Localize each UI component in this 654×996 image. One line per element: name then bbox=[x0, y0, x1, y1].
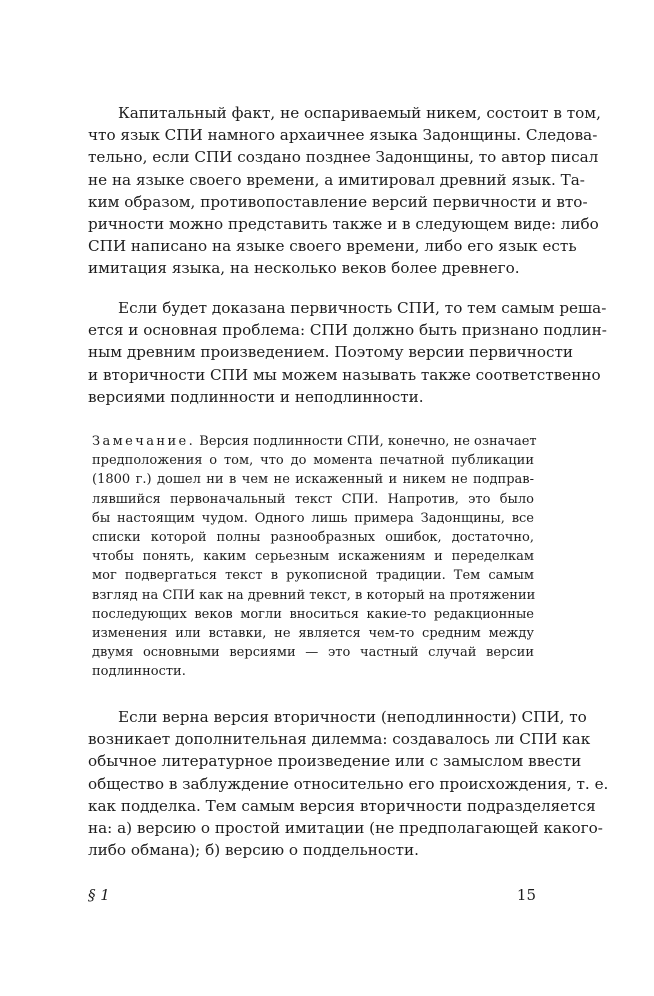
note-block bbox=[92, 432, 537, 682]
text-line: бы настоящим чудом. Одного лишь примера Задонщины, все bbox=[92, 510, 534, 526]
text-line: ется и основная проблема: СПИ должно быть признано подлин- bbox=[88, 321, 607, 340]
text-line: либо обмана); б) версию о поддельности. bbox=[88, 841, 419, 860]
note-text: Версия подлинности СПИ, конечно, не означает bbox=[199, 434, 537, 449]
text-line: СПИ написано на языке своего времени, либо его язык есть bbox=[88, 237, 577, 256]
text-line: обычное литературное произведение или с замыслом ввести bbox=[88, 752, 582, 771]
text-line: (1800 г.) дошел ни в чем не искаженный и никем не подправ- bbox=[92, 472, 534, 488]
page-number: 15 bbox=[516, 886, 536, 904]
text-line: предположения о том, что до момента печатной публикации bbox=[92, 453, 534, 469]
text-line: ным древним произведением. Поэтому версии первичности bbox=[88, 343, 574, 362]
text-line: подлинности. bbox=[92, 664, 186, 680]
text-line: ричности можно представить также и в следующем виде: либо bbox=[88, 215, 599, 234]
note-line bbox=[92, 432, 537, 451]
text-line: ким образом, противопоставление версий первичности и вто- bbox=[88, 192, 588, 211]
text-line: возникает дополнительная дилемма: создавалось ли СПИ как bbox=[88, 730, 591, 749]
paragraph-2 bbox=[88, 297, 607, 408]
text-line: не на языке своего времени, а имитировал древний язык. Та- bbox=[88, 170, 585, 189]
section-marker: § 1 bbox=[88, 886, 110, 904]
text-line: и вторичности СПИ мы можем называть также соответственно bbox=[88, 365, 601, 384]
text-line: имитация языка, на несколько веков более древнего. bbox=[88, 259, 520, 278]
text-line: что язык СПИ намного архаичнее языка Задонщины. Следова- bbox=[88, 126, 598, 145]
text-line: мог подвергаться текст в рукописной традиции. Тем самым bbox=[92, 568, 534, 584]
text-line: версиями подлинности и неподлинности. bbox=[88, 387, 424, 406]
text-line: как подделка. Тем самым версия вторичности подразделяется bbox=[88, 796, 596, 815]
text-line: Капитальный факт, не оспариваемый никем, состоит в том, bbox=[118, 104, 601, 122]
note-label: Замечание. bbox=[92, 434, 196, 449]
text-line: Если верна версия вторичности (неподлинности) СПИ, то bbox=[118, 708, 587, 726]
text-line: общество в заблуждение относительно его происхождения, т. е. bbox=[88, 774, 609, 793]
text-line: двумя основными версиями — это частный случай версии bbox=[92, 645, 534, 661]
text-line: тельно, если СПИ создано позднее Задонщины, то автор писал bbox=[88, 148, 599, 167]
paragraph-1 bbox=[88, 102, 601, 280]
paragraph-3 bbox=[88, 706, 609, 861]
text-line: на: а) версию о простой имитации (не предполагающей какого- bbox=[88, 819, 603, 838]
text-line: лявшийся первоначальный текст СПИ. Напротив, это было bbox=[92, 491, 534, 507]
text-line: чтобы понять, каким серьезным искажениям и переделкам bbox=[92, 549, 534, 565]
text-line: списки которой полны разнообразных ошибок, достаточно, bbox=[92, 530, 534, 546]
text-line: взгляд на СПИ как на древний текст, в который на протяжении bbox=[92, 587, 536, 603]
text-line: Если будет доказана первичность СПИ, то тем самым реша- bbox=[118, 299, 607, 317]
text-line: изменения или вставки, не является чем-то средним между bbox=[92, 626, 534, 642]
text-line: последующих веков могли вноситься какие-то редакционные bbox=[92, 606, 534, 622]
